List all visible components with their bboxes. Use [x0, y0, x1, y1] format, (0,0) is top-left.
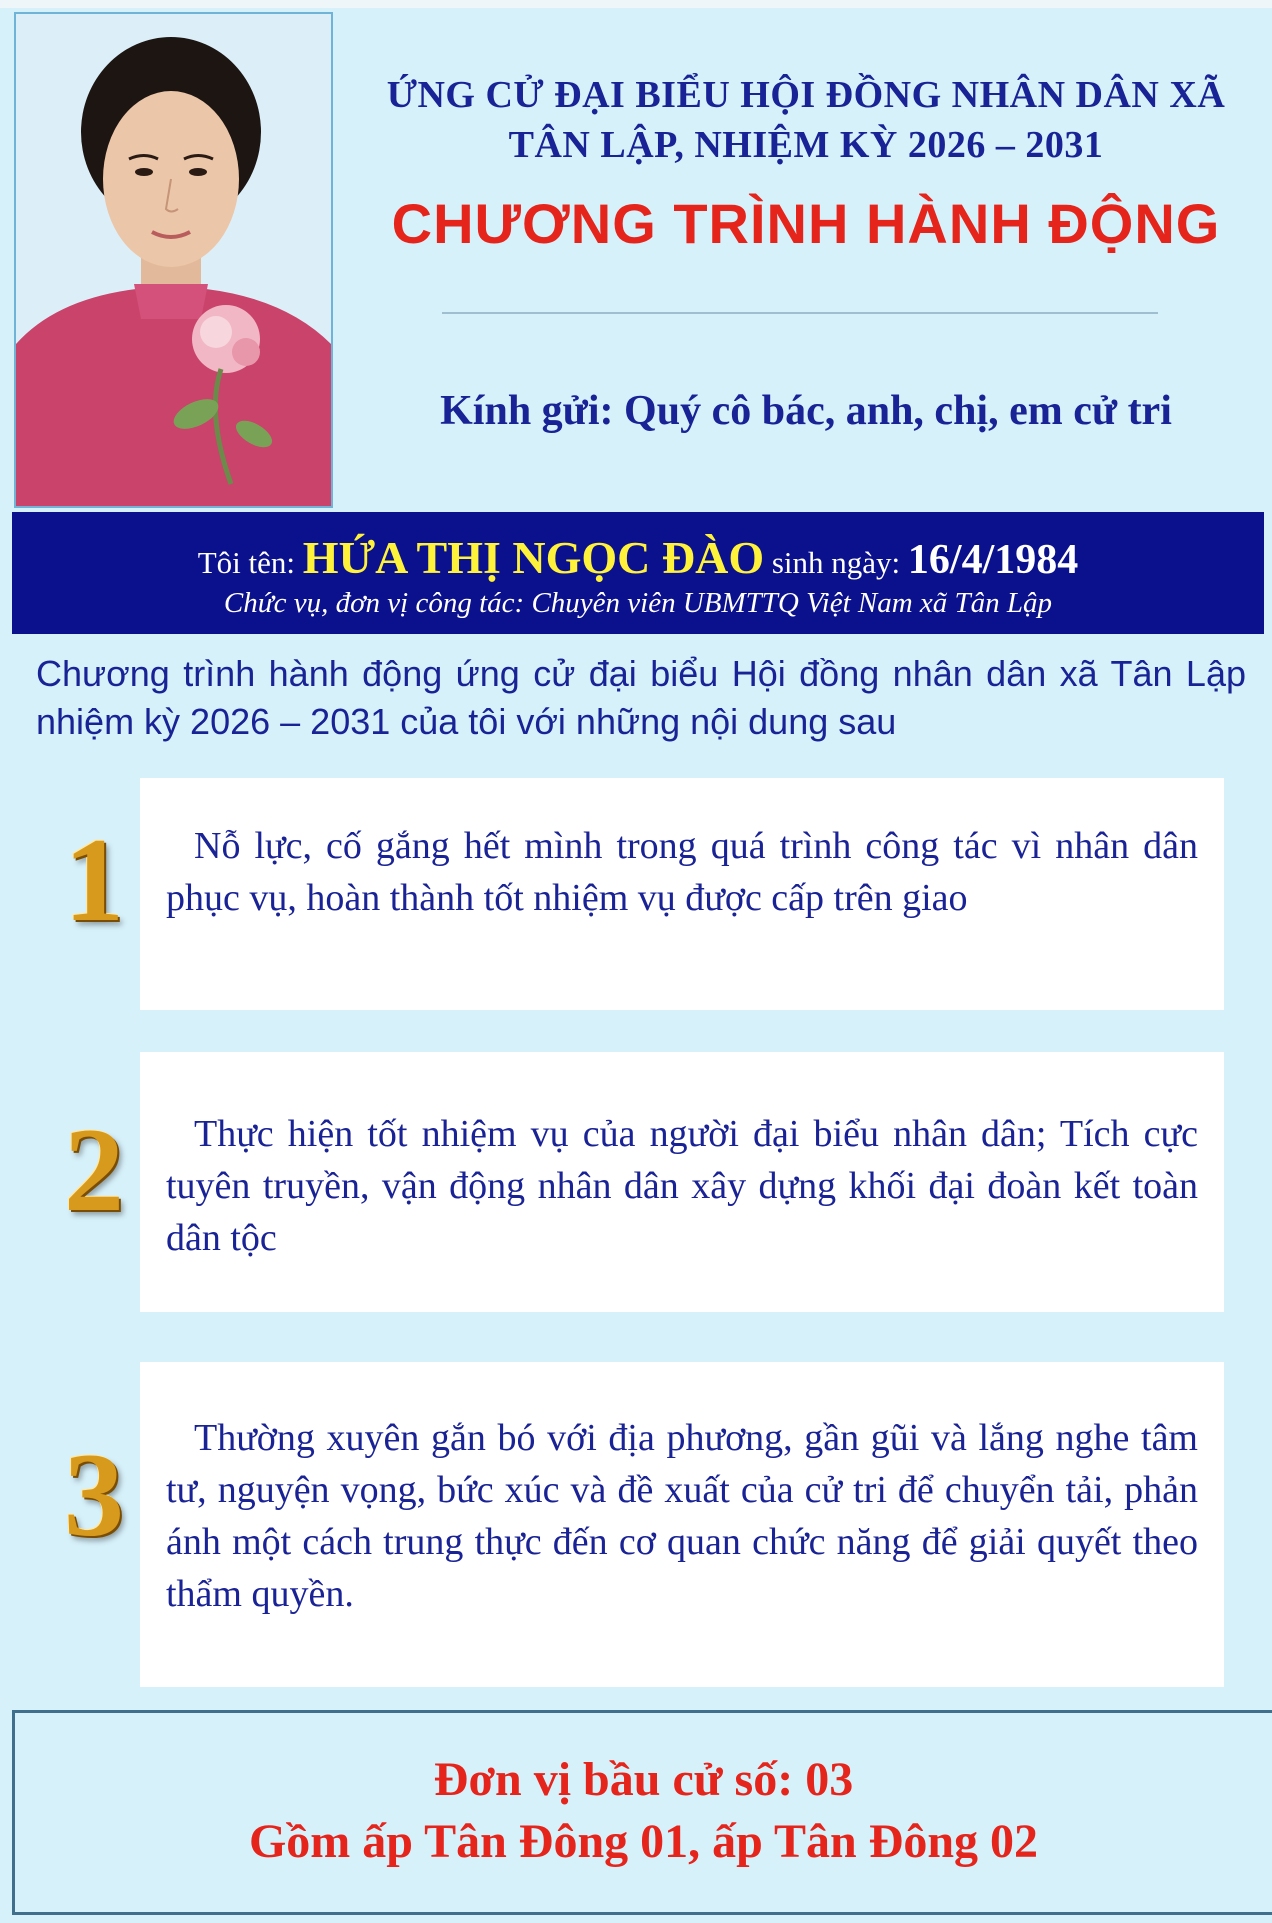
election-title-line1: ỨNG CỬ ĐẠI BIỂU HỘI ĐỒNG NHÂN DÂN XÃ: [386, 74, 1226, 116]
electoral-district-box: [12, 1710, 1272, 1915]
candidate-portrait: [14, 12, 333, 508]
candidate-position: Chức vụ, đơn vị công tác: Chuyên viên UBMTTQ Việt Nam xã Tân Lập: [223, 587, 1053, 619]
election-title-line2: TÂN LẬP, NHIỆM KỲ 2026 – 2031: [508, 124, 1104, 166]
greeting: Kính gửi: Quý cô bác, anh, chị, em cử tri: [440, 388, 1172, 434]
title-divider: [442, 312, 1158, 314]
electoral-district-number: Đơn vị bầu cử số: 03: [433, 1753, 854, 1806]
action-item-text: Thường xuyên gắn bó với địa phương, gần gũi và lắng nghe tâm tư, nguyện vọng, bức xúc và đề xuất của cử tri để chuyển tải, phản ánh một cách trung thực đến cơ quan chức năng để giải quyết theo thẩm quyền.: [166, 1417, 1198, 1615]
action-item-text: Thực hiện tốt nhiệm vụ của người đại biểu nhân dân; Tích cực tuyên truyền, vận động nhân dân xây dựng khối đại đoàn kết toàn dân tộc: [166, 1113, 1198, 1259]
dob-prefix: sinh ngày:: [771, 545, 901, 580]
candidate-dob: 16/4/1984: [907, 537, 1079, 583]
candidate-name-line: [12, 534, 1264, 587]
candidate-info-band: [12, 512, 1264, 634]
page-top-strip: [0, 0, 1272, 8]
action-item-text: Nỗ lực, cố gắng hết mình trong quá trình công tác vì nhân dân phục vụ, hoàn thành tốt nhiệm vụ được cấp trên giao: [166, 825, 1198, 919]
item-number-1: 1: [64, 813, 124, 946]
intro-text: Chương trình hành động ứng cử đại biểu Hội đồng nhân dân xã Tân Lập nhiệm kỳ 2026 – 2031 của tôi với những nội dung sau: [36, 653, 1246, 742]
action-item-2: [140, 1052, 1224, 1312]
header-block: [340, 70, 1272, 256]
candidate-name: HỨA THỊ NGỌC ĐÀO: [302, 532, 765, 583]
document-title: CHƯƠNG TRÌNH HÀNH ĐỘNG: [391, 192, 1221, 255]
item-number-2: 2: [64, 1103, 124, 1236]
action-item-3: [140, 1362, 1224, 1687]
action-item-1: [140, 778, 1224, 1010]
name-prefix: Tôi tên:: [197, 545, 296, 580]
item-number-3: 3: [64, 1428, 124, 1561]
electoral-district-areas: Gồm ấp Tân Đông 01, ấp Tân Đông 02: [248, 1815, 1039, 1868]
portrait-illustration: [16, 14, 331, 506]
